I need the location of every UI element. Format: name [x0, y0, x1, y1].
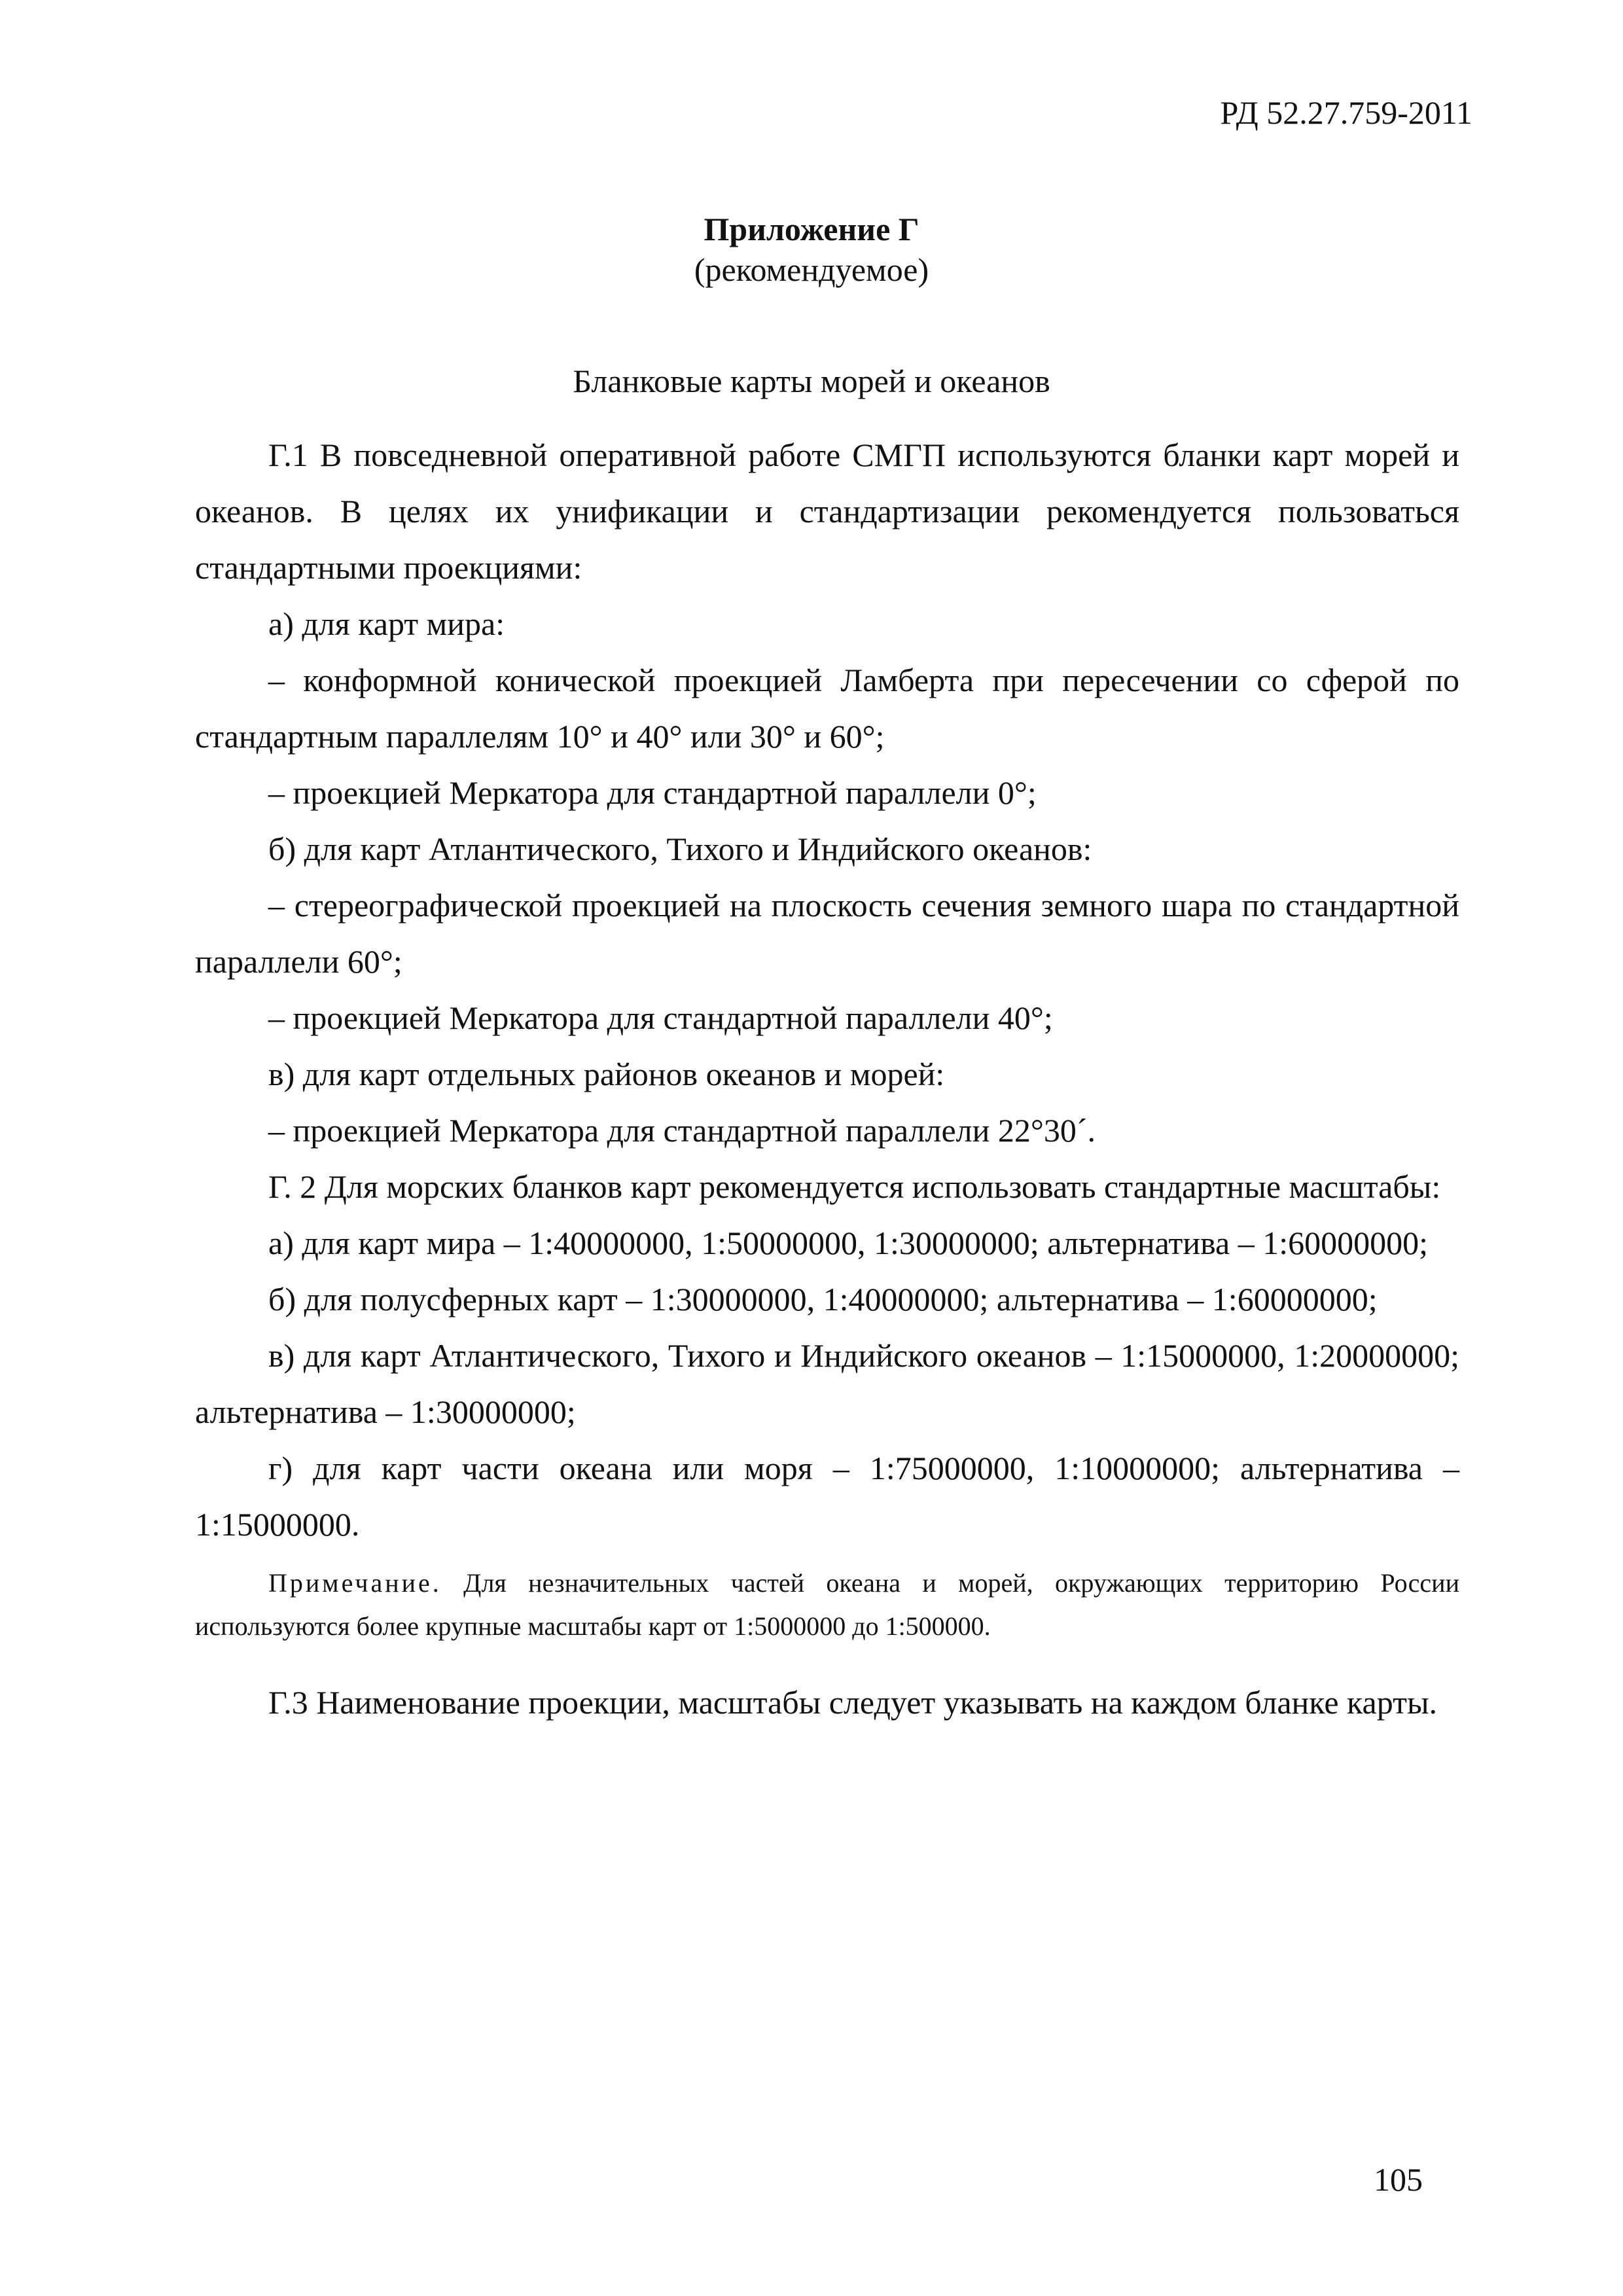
appendix-status: (рекомендуемое) [694, 251, 929, 288]
paragraph-mercator-40: – проекцией Меркатора для стандартной параллели 40°; [268, 999, 1053, 1036]
paragraph-oceans: б) для карт Атлантического, Тихого и Индийского океанов: [268, 831, 1092, 867]
page-number: 105 [1374, 2161, 1423, 2198]
body-text [195, 427, 1459, 1731]
paragraph-stereographic: – стереографической проекцией на плоскость сечения земного шара по стандартной параллели 60°; [195, 887, 1459, 980]
paragraph-mercator-22: – проекцией Меркатора для стандартной параллели 22°30´. [268, 1112, 1096, 1149]
section-heading: Бланковые карты морей и океанов [573, 363, 1050, 399]
document-code: РД 52.27.759-2011 [1220, 94, 1472, 131]
paragraph-scale-sea: г) для карт части океана или моря – 1:75000000, 1:10000000; альтернатива – 1:15000000. [195, 1450, 1459, 1543]
paragraph-lambert: – конформной конической проекцией Ламберта при пересечении со сферой по стандартным параллелям 10° и 40° или 30° и 60°; [195, 662, 1459, 755]
paragraph-g1: Г.1 В повседневной оперативной работе СМГП используются бланки карт морей и океанов. В целях их унификации и стандартизации рекомендуется пользоваться стандартными проекциями: [195, 437, 1459, 586]
paragraph-mercator-0: – проекцией Меркатора для стандартной параллели 0°; [268, 774, 1037, 811]
note-label: Примечание. [268, 1568, 442, 1598]
paragraph-g3: Г.3 Наименование проекции, масштабы следует указывать на каждом бланке карты. [268, 1684, 1438, 1721]
note [195, 1562, 1459, 1648]
spacer [195, 1648, 1459, 1674]
paragraph-world-maps: а) для карт мира: [268, 605, 505, 642]
note-text: Для незначительных частей океана и морей, окружающих территорию России используются более крупные масштабы карт от 1:5000000 до 1:500000. [195, 1568, 1459, 1641]
paragraph-scale-hemisphere: б) для полусферных карт – 1:30000000, 1:40000000; альтернатива – 1:60000000; [268, 1281, 1378, 1318]
paragraph-regions: в) для карт отдельных районов океанов и морей: [268, 1056, 945, 1092]
paragraph-g2: Г. 2 Для морских бланков карт рекомендуется использовать стандартные масштабы: [268, 1168, 1441, 1205]
paragraph-scale-oceans: в) для карт Атлантического, Тихого и Индийского океанов – 1:15000000, 1:20000000; альтернатива – 1:30000000; [195, 1337, 1459, 1430]
paragraph-scale-world: а) для карт мира – 1:40000000, 1:50000000, 1:30000000; альтернатива – 1:60000000; [268, 1225, 1429, 1261]
appendix-title: Приложение Г [704, 211, 919, 247]
